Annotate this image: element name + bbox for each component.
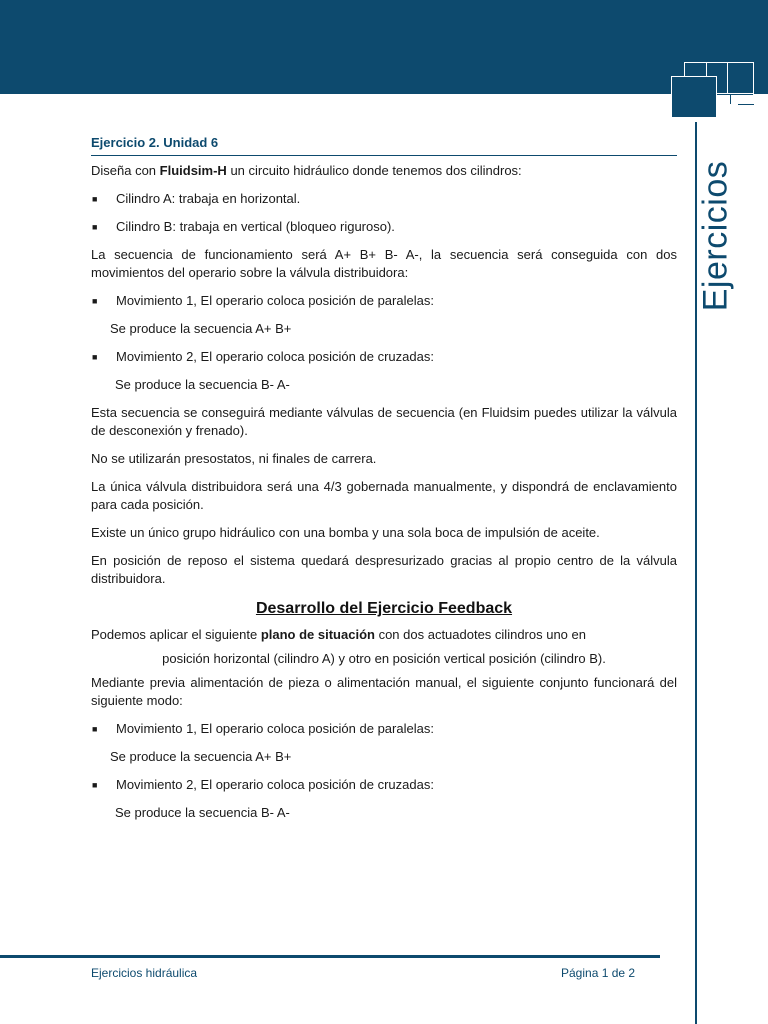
list-item: ■ Movimiento 2, El operario coloca posición de cruzadas:: [92, 777, 434, 792]
movement-result: Se produce la secuencia B- A-: [115, 377, 290, 392]
list-item: ■ Cilindro A: trabaja en horizontal.: [92, 191, 301, 206]
feedback-intro: Podemos aplicar el siguiente plano de situación con dos actuadotes cilindros uno en: [91, 627, 586, 642]
list-item: ■ Cilindro B: trabaja en vertical (bloqueo riguroso).: [92, 219, 395, 234]
footer-title: Ejercicios hidráulica: [91, 966, 198, 980]
movement-result: Se produce la secuencia A+ B+: [110, 321, 292, 336]
side-title: Ejercicios: [696, 160, 735, 312]
square-bullet-icon: ■: [92, 780, 98, 790]
square-bullet-icon: ■: [92, 222, 98, 232]
list-item: ■ Movimiento 2, El operario coloca posición de cruzadas:: [92, 349, 434, 364]
movement-result: Se produce la secuencia B- A-: [115, 805, 290, 820]
paragraph: No se utilizarán presostatos, ni finales de carrera.: [91, 451, 377, 466]
square-bullet-icon: ■: [92, 194, 98, 204]
paragraph: En posición de reposo el sistema quedará despresurizado gracias al propio centro de la válvula distribuidora.: [91, 553, 677, 586]
header-decoration: [730, 94, 731, 104]
square-bullet-icon: ■: [92, 296, 98, 306]
movement-result: Se produce la secuencia A+ B+: [110, 749, 292, 764]
document-body: [91, 134, 677, 832]
section-title: Ejercicio 2. Unidad 6: [91, 134, 677, 156]
header-decoration: [671, 76, 717, 118]
header-band: [0, 0, 768, 94]
sequence-paragraph: La secuencia de funcionamiento será A+ B+ B- A-, la secuencia será conseguida con dos movimientos del operario sobre la válvula distribuidora:: [91, 247, 677, 280]
paragraph: La única válvula distribuidora será una 4/3 gobernada manualmente, y dispondrá de enclavamiento para cada posición.: [91, 479, 677, 512]
list-item: ■ Movimiento 1, El operario coloca posición de paralelas:: [92, 293, 434, 308]
header-decoration: [738, 104, 754, 105]
square-bullet-icon: ■: [92, 352, 98, 362]
intro-paragraph: Diseña con Fluidsim-H un circuito hidráulico donde tenemos dos cilindros:: [91, 163, 522, 178]
paragraph: Esta secuencia se conseguirá mediante válvulas de secuencia (en Fluidsim puedes utilizar la válvula de desconexión y frenado).: [91, 405, 677, 438]
feedback-paragraph: Mediante previa alimentación de pieza o alimentación manual, el siguiente conjunto funcionará del siguiente modo:: [91, 675, 677, 708]
paragraph: Existe un único grupo hidráulico con una bomba y una sola boca de impulsión de aceite.: [91, 525, 600, 540]
square-bullet-icon: ■: [92, 724, 98, 734]
page-number: Página 1 de 2: [561, 966, 636, 980]
feedback-title: Desarrollo del Ejercicio Feedback: [255, 600, 513, 617]
header-decoration: [717, 94, 753, 95]
feedback-center-line: posición horizontal (cilindro A) y otro en posición vertical posición (cilindro B).: [162, 651, 606, 666]
list-item: ■ Movimiento 1, El operario coloca posición de paralelas:: [92, 721, 434, 736]
footer-rule: [0, 955, 660, 958]
